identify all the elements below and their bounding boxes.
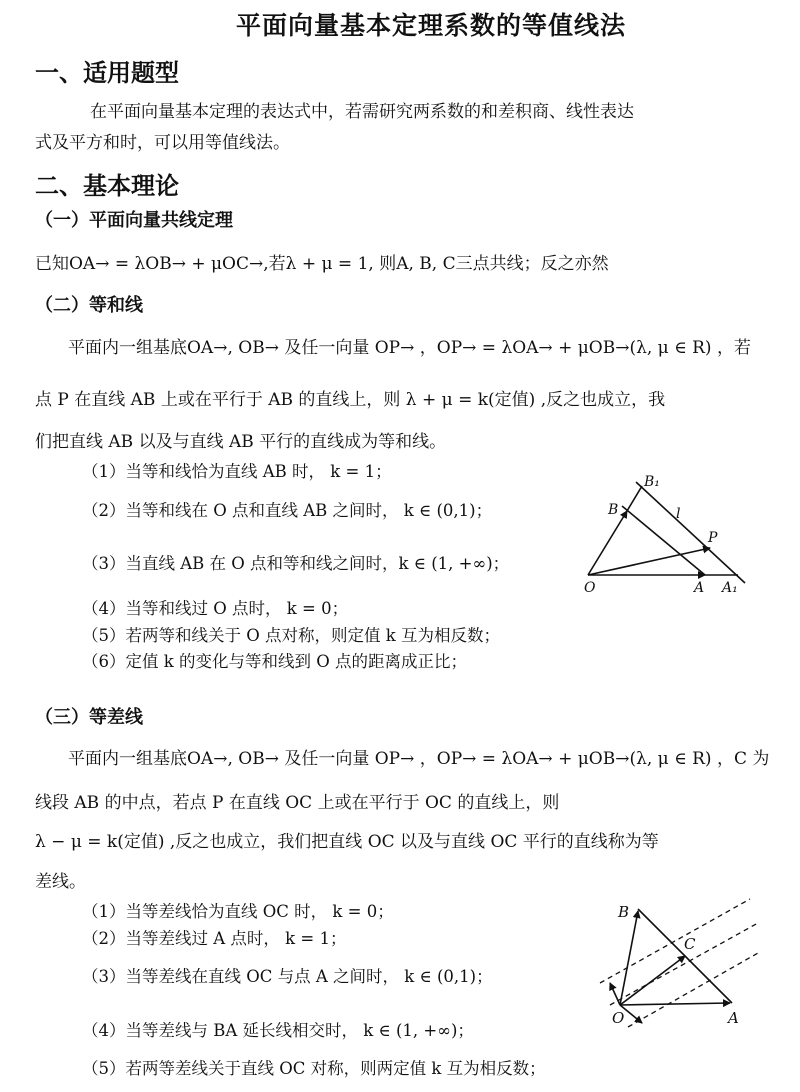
page-title: 平面向量基本定理系数的等值线法 [236, 11, 627, 40]
equal-sum-item: （1）当等和线恰为直线 AB 时， k = 1； [82, 462, 392, 481]
equal-diff-item: （2）当等差线过 A 点时， k = 1； [82, 929, 347, 948]
equal-sum-item: （2）当等和线在 O 点和直线 AB 之间时， k ∈ (0,1)； [82, 501, 493, 520]
figure-label-B1: B₁ [644, 474, 660, 490]
figure-label-C: C [684, 935, 696, 953]
section1-heading: 一、适用题型 [35, 59, 179, 87]
equal-sum-heading: （二）等和线 [35, 295, 143, 316]
equal-sum-item: （6）定值 k 的变化与等和线到 O 点的距离成正比； [82, 652, 468, 671]
equal-diff-line1: 平面内一组基底OA→, OB→ 及任一向量 OP→ ，OP→ = λOA→ + μOB→(λ, μ ∈ R) ，C 为 [68, 749, 770, 769]
figure-label-B: B [618, 903, 630, 921]
equal-sum-item: （4）当等和线过 O 点时， k = 0； [82, 599, 349, 618]
collinear-theorem-line: 已知OA→ = λOB→ + μOC→,若λ + μ = 1, 则A, B, C三点共线；反之亦然 [35, 254, 609, 274]
section2-heading: 二、基本理论 [35, 172, 179, 200]
figure-label-O: O [612, 1009, 625, 1027]
figure-label-A: A [694, 580, 705, 596]
equal-diff-item: （5）若两等差线关于直线 OC 对称，则两定值 k 互为相反数； [82, 1059, 546, 1078]
equal-sum-item: （3）当直线 AB 在 O 点和等和线之间时，k ∈ (1, +∞)； [82, 554, 510, 573]
equal-diff-line2: 线段 AB 的中点，若点 P 在直线 OC 上或在平行于 OC 的直线上，则 [35, 793, 560, 813]
figure-label-A1: A₁ [722, 580, 738, 596]
section1-para-line1: 在平面向量基本定理的表达式中，若需研究两系数的和差积商、线性表达 [90, 102, 634, 122]
equal-diff-heading: （三）等差线 [35, 707, 143, 728]
figure-label-O: O [584, 580, 596, 596]
equal-diff-item: （4）当等差线与 BA 延长线相交时， k ∈ (1, +∞)； [82, 1021, 474, 1040]
collinear-theorem-heading: （一）平面向量共线定理 [35, 210, 233, 231]
equal-sum-line1: 平面内一组基底OA→, OB→ 及任一向量 OP→ ，OP→ = λOA→ + μOB→(λ, μ ∈ R) ，若 [68, 338, 751, 358]
figure-label-P: P [708, 530, 718, 546]
equal-diff-item: （3）当等差线在直线 OC 与点 A 之间时， k ∈ (0,1)； [82, 967, 493, 986]
figure-label-A: A [728, 1009, 739, 1027]
figure-label-B: B [608, 502, 619, 518]
figure-label-l: l [676, 506, 681, 522]
equal-sum-line2: 点 P 在直线 AB 上或在平行于 AB 的直线上，则 λ + μ = k(定值) ,反之也成立，我 [35, 390, 666, 410]
equal-diff-line3: λ − μ = k(定值) ,反之也成立，我们把直线 OC 以及与直线 OC 平行的直线称为等 [35, 832, 659, 852]
equal-sum-line3: 们把直线 AB 以及与直线 AB 平行的直线成为等和线。 [35, 432, 447, 452]
section1-para-line2: 式及平方和时，可以用等值线法。 [35, 133, 290, 153]
equal-diff-figure [590, 895, 760, 1035]
equal-diff-item: （1）当等差线恰为直线 OC 时， k = 0； [82, 902, 394, 921]
equal-sum-item: （5）若两等和线关于 O 点对称，则定值 k 互为相反数； [82, 626, 501, 645]
equal-diff-line4: 差线。 [35, 872, 86, 892]
equal-sum-figure [570, 468, 770, 598]
